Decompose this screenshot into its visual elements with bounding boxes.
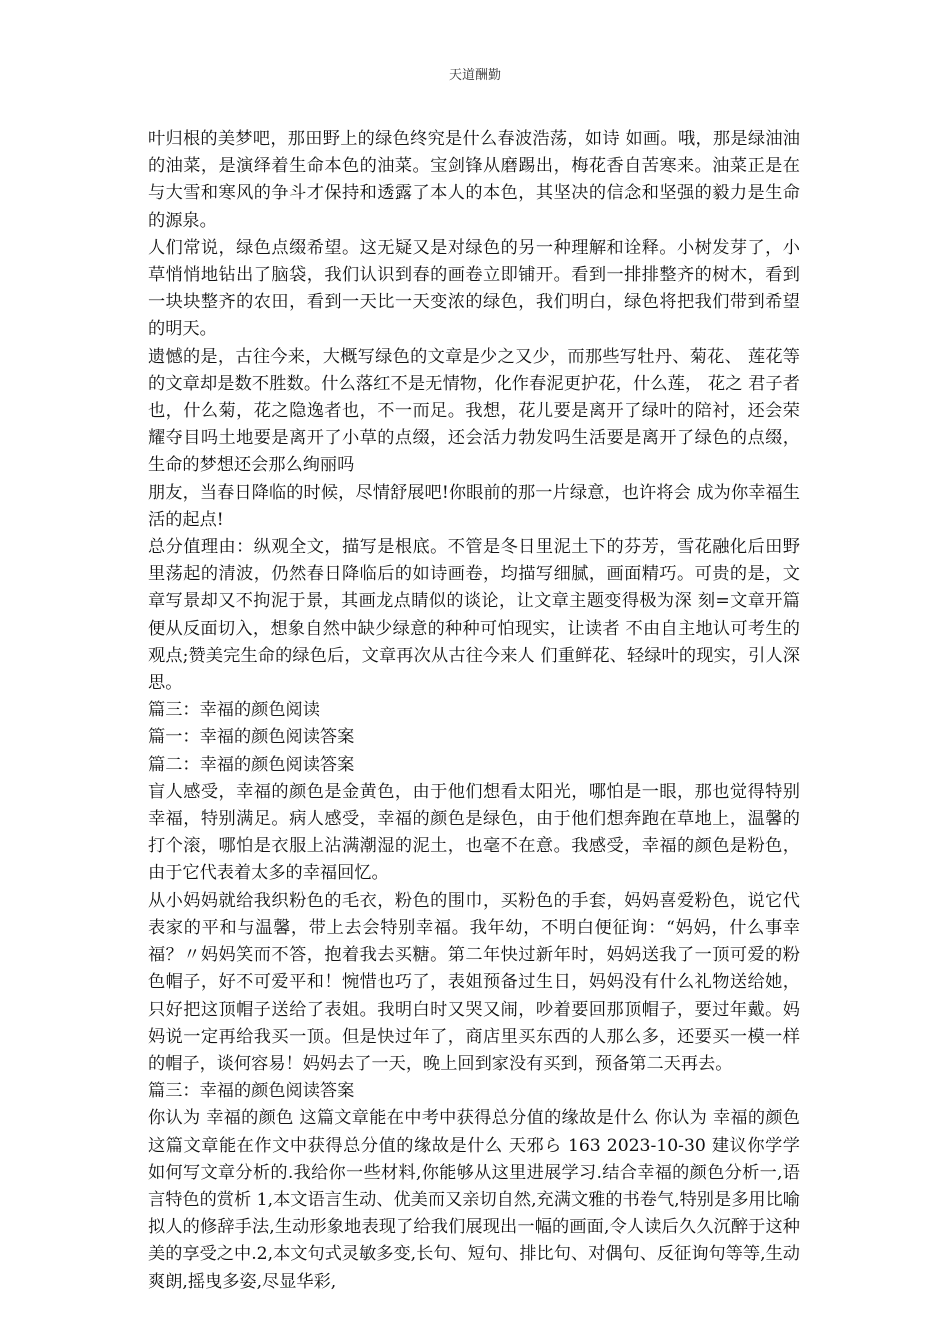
section-heading: 篇三：幸福的颜色阅读答案 — [148, 1081, 355, 1102]
document-body — [148, 126, 800, 1296]
paragraph: 遗憾的是，古往今来，大概写绿色的文章是少之又少，而那些写牡丹、菊花、 莲花等的文章却是数不胜数。什么落红不是无情物，化作春泥更护花，什么莲， 花之 君子者也，什么菊，花之隐逸者也，不一而足。我想，花儿要是离开了绿叶的陪衬，还会荣耀夺目吗土地要是离开了小草的点缀，还会活力勃发吗生活要是离开了绿色的点缀，生命的梦想还会那么绚丽吗 — [148, 346, 800, 476]
page-header: 天道酬勤 — [448, 68, 501, 83]
section-heading: 篇三：幸福的颜色阅读 — [148, 700, 320, 721]
paragraph: 总分值理由：纵观全文，描写是根底。不管是冬日里泥土下的芬芳，雪花融化后田野 里荡起的清波，仍然春日降临后的如诗画卷，均描写细腻，画面精巧。可贵的是，文章写景却又不拘泥于景，其画龙点睛似的谈论，让文章主题变得极为深 刻=文章开篇便从反面切入，想象自然中缺少绿意的种种可怕现实，让读者 不由自主地认可考生的观点;赞美完生命的绿色后，文章再次从古往今来人 们重鲜花、轻绿叶的现实，引人深思。 — [148, 537, 800, 694]
paragraph: 叶归根的美梦吧，那田野上的绿色终究是什么春波浩荡，如诗 如画。哦，那是绿油油的油菜，是演绎着生命本色的油菜。宝剑锋从磨踢出，梅花香自苦寒来。油菜正是在与大雪和寒风的争斗才保持和透露了本人的本色，其坚决的信念和坚强的毅力是生命的源泉。 — [148, 129, 800, 231]
paragraph: 从小妈妈就给我织粉色的毛衣，粉色的围巾，买粉色的手套，妈妈喜爱粉色，说它代表家的平和与温馨，带上去会特别幸福。我年幼，不明白便征询：“妈妈，什么事幸福？〃妈妈笑而不答，抱着我去买糖。第二年快过新年时，妈妈送我了一顶可爱的粉色帽子，好不可爱平和！惋惜也巧了，表姐预备过生日，妈妈没有什么礼物送给她，只好把这顶帽子送给了表姐。我明白时又哭又闹，吵着要回那顶帽子，要过年戴。妈妈说一定再给我买一顶。但是快过年了，商店里买东西的人那么多，还要买一模一样的帽子，谈何容易！妈妈去了一天，晚上回到家没有买到，预备第二天再去。 — [148, 890, 800, 1074]
paragraph: 朋友，当春日降临的时候，尽情舒展吧!你眼前的那一片绿意，也许将会 成为你幸福生活的起点! — [148, 482, 800, 530]
paragraph: 你认为 幸福的颜色 这篇文章能在中考中获得总分值的缘故是什么 你认为 幸福的颜色 这篇文章能在作文中获得总分值的缘故是什么 天邪ら 163 2023-10-30 建议你学学如何写文章分析的.我给你一些材料,你能够从这里进展学习.结合幸福的颜色分析一,语言特色的赏析 1,本文语言生动、优美而又亲切自然,充满文雅的书卷气,特别是多用比喻拟人的修辞手法,生动形象地表现了给我们展现出一幅的画面,令人读后久久沉醉于这种美的享受之中.2,本文句式灵敏多变,长句、短句、排比句、对偶句、反征询句等等,生动爽朗,摇曳多姿,尽显华彩, — [148, 1108, 800, 1292]
section-heading: 篇二：幸福的颜色阅读答案 — [148, 754, 355, 775]
paragraph: 盲人感受，幸福的颜色是金黄色，由于他们想看太阳光，哪怕是一眼，那也觉得特别幸福，特别满足。病人感受，幸福的颜色是绿色，由于他们想奔跑在草地上，温馨的打个滚，哪怕是衣服上沾满潮湿的泥土，也毫不在意。我感受，幸福的颜色是粉色，由于它代表着太多的幸福回忆。 — [148, 781, 800, 884]
paragraph: 人们常说，绿色点缀希望。这无疑又是对绿色的另一种理解和诠释。小树发芽了，小草悄悄地钻出了脑袋，我们认识到春的画卷立即铺开。看到一排排整齐的树木，看到一块块整齐的农田，看到一天比一天变浓的绿色，我们明白，绿色将把我们带到希望的明天。 — [148, 237, 800, 340]
section-heading: 篇一：幸福的颜色阅读答案 — [148, 727, 355, 748]
